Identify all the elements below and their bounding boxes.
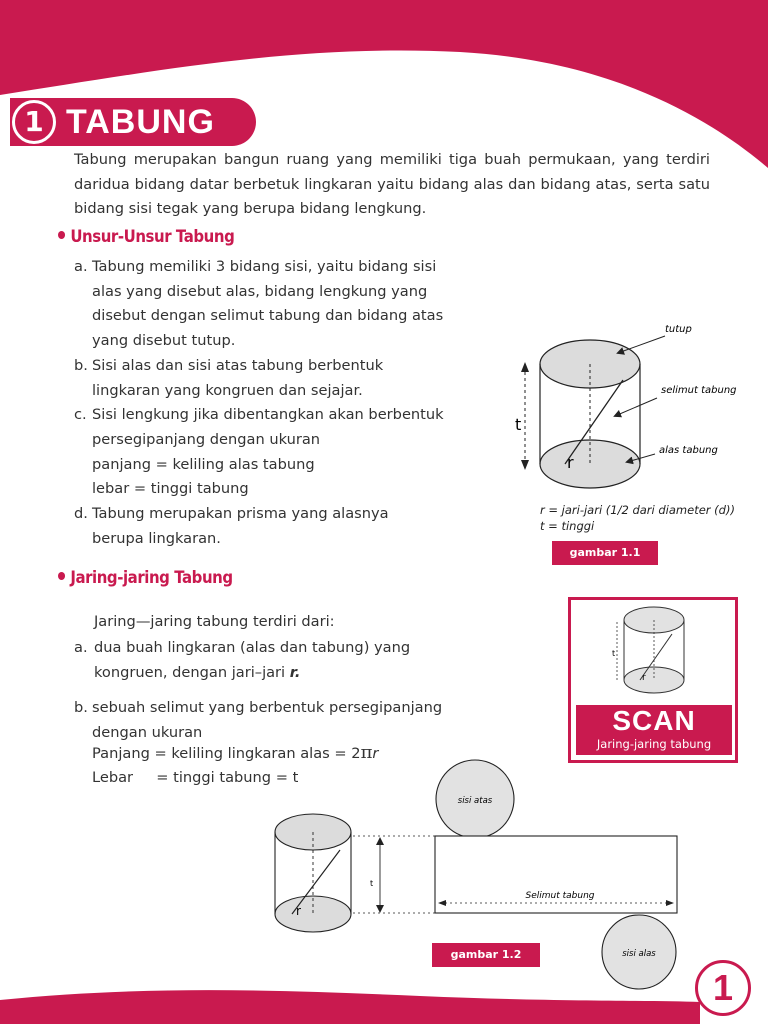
- figure1-caption: gambar 1.1: [552, 541, 658, 565]
- cylinder-figure-1: [505, 318, 755, 498]
- unsur-list: [74, 255, 504, 551]
- net-label-t: t: [370, 879, 374, 888]
- label-alas: alas tabung: [659, 445, 718, 456]
- selimut-rectangle: [435, 836, 677, 913]
- scan-label-r: r: [642, 673, 646, 683]
- label-selimut: selimut tabung: [661, 385, 737, 396]
- net-label-r: r: [296, 904, 301, 918]
- figure1-note-r: r = jari-jari (1/2 dari diameter (d)): [540, 503, 735, 517]
- jaring-lead: Jaring—jaring tabung terdiri dari:: [94, 613, 335, 630]
- figure2-caption: gambar 1.2: [432, 943, 540, 967]
- scan-title: SCAN: [612, 705, 696, 736]
- chapter-title: TABUNG: [66, 103, 215, 141]
- jaring-item-b-label: b.: [74, 699, 88, 716]
- label-tutup: tutup: [665, 324, 692, 335]
- scan-subtitle: Jaring-jaring tabung: [596, 737, 712, 751]
- page-number: 1: [695, 960, 751, 1016]
- bullet-icon: [58, 572, 65, 580]
- section-heading-unsur: Unsur-Unsur Tabung: [58, 227, 234, 247]
- section-heading-jaring: Jaring-jaring Tabung: [58, 568, 233, 588]
- label-selimut-tabung: Selimut tabung: [525, 891, 595, 901]
- label-r: r: [567, 453, 574, 472]
- list-item: b. Sisi alas dan sisi atas tabung berbentuk lingkaran yang kongruen dan sejajar.: [74, 356, 384, 399]
- jaring-item-a-line1: dua buah lingkaran (alas dan tabung) yang: [94, 639, 411, 656]
- jaring-item-b-line2: dengan ukuran: [92, 724, 203, 741]
- list-item: c. Sisi lengkung jika dibentangkan akan berbentuk persegipanjang dengan ukuran panjang = keliling alas tabung lebar = tinggi tabung: [74, 406, 444, 498]
- scan-cylinder-icon: [608, 604, 698, 702]
- label-t: t: [515, 415, 522, 434]
- jaring-item-a-line2: kongruen, dengan jari–jari r.: [94, 664, 301, 681]
- jaring-item-b-line1: sebuah selimut yang berbentuk persegipanjang: [92, 699, 443, 716]
- label-sisi-alas: sisi alas: [622, 949, 656, 959]
- panjang-formula: Panjang = keliling lingkaran alas = 2πr: [92, 742, 379, 763]
- intro-paragraph: Tabung merupakan bangun ruang yang memiliki tiga buah permukaan, yang terdiri daridua bidang datar berbetuk lingkaran yaitu bidang alas dan bidang atas, serta satu bidang sisi tegak yang berupa bidang lengkung.: [74, 151, 710, 217]
- label-sisi-atas: sisi atas: [457, 796, 493, 806]
- chapter-number: 1: [12, 100, 56, 144]
- list-item: a. Tabung memiliki 3 bidang sisi, yaitu bidang sisi alas yang disebut alas, bidang lengkung yang disebut dengan selimut tabung dan bidang atas yang disebut tutup.: [74, 258, 444, 350]
- figure1-note-t: t = tinggi: [540, 519, 595, 533]
- bullet-icon: [58, 231, 65, 239]
- jaring-item-a-label: a.: [74, 639, 88, 656]
- footer-band: [0, 990, 700, 1024]
- scan-label-t: t: [612, 649, 616, 658]
- list-item: d. Tabung merupakan prisma yang alasnya berupa lingkaran.: [74, 505, 389, 547]
- lebar-formula: Lebar = tinggi tabung = t: [92, 769, 299, 786]
